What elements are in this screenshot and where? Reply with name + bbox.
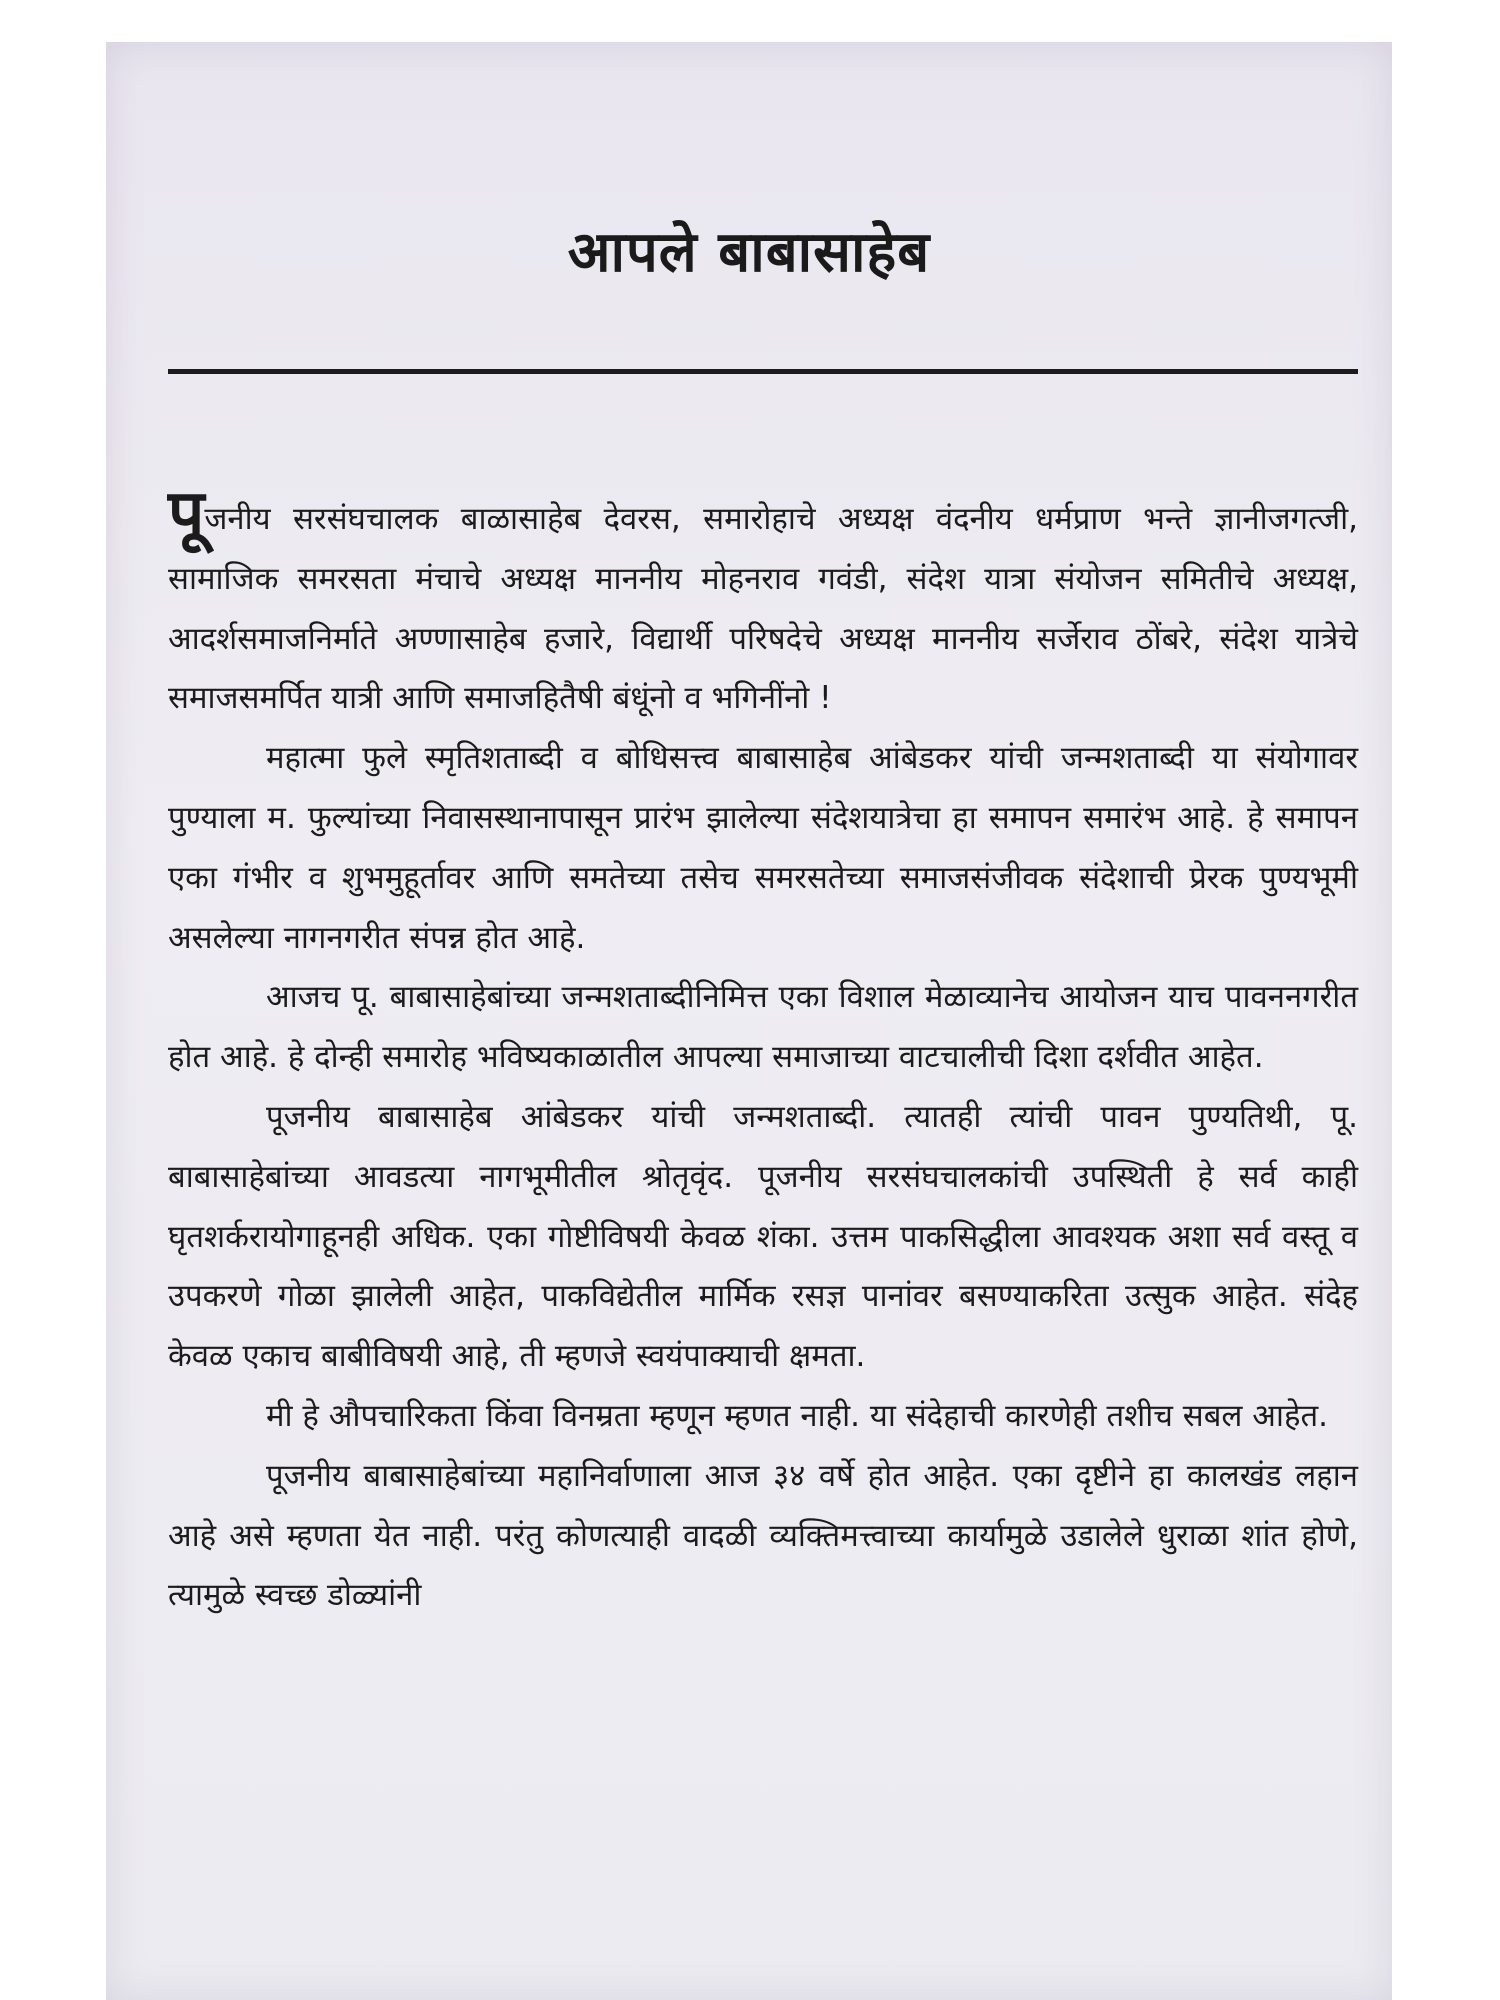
- paragraph-2: महात्मा फुले स्मृतिशताब्दी व बोधिसत्त्व बाबासाहेब आंबेडकर यांची जन्मशताब्दी या संयोगावर पुण्याला म. फुल्यांच्या निवासस्थानापासून प्रारंभ झालेल्या संदेशयात्रेचा हा समापन समारंभ आहे. हे समापन एका गंभीर व शुभमुहूर्तावर आणि समतेच्या तसेच समरसतेच्या समाजसंजीवक संदेशाची प्रेरक पुण्यभूमी असलेल्या नागनगरीत संपन्न होत आहे.: [168, 740, 1358, 956]
- paragraph-text: जनीय सरसंघचालक बाळासाहेब देवरस, समारोहाचे अध्यक्ष वंदनीय धर्मप्राण भन्ते ज्ञानीजगत्जी, सामाजिक समरसता मंचाचे अध्यक्ष माननीय मोहनराव गवंडी, संदेश यात्रा संयोजन समितीचे अध्यक्ष, आदर्शसमाजनिर्माते अण्णासाहेब हजारे, विद्यार्थी परिषदेचे अध्यक्ष माननीय सर्जेराव ठोंबरे, संदेश यात्रेचे समाजसमर्पित यात्री आणि समाजहितैषी बंधूंनो व भगिनींनो !: [168, 501, 1358, 717]
- paragraph-4: पूजनीय बाबासाहेब आंबेडकर यांची जन्मशताब्दी. त्यातही त्यांची पावन पुण्यतिथी, पू. बाबासाहेबांच्या आवडत्या नागभूमीतील श्रोतृवृंद. पूजनीय सरसंघचालकांची उपस्थिती हे सर्व काही घृतशर्करायोगाहूनही अधिक. एका गोष्टीविषयी केवळ शंका. उत्तम पाकसिद्धीला आवश्यक अशा सर्व वस्तू व उपकरणे गोळा झालेली आहेत, पाकविद्येतील मार्मिक रसज्ञ पानांवर बसण्याकरिता उत्सुक आहेत. संदेह केवळ एकाच बाबीविषयी आहे, ती म्हणजे स्वयंपाक्याची क्षमता.: [168, 1098, 1358, 1375]
- paragraph-6: पूजनीय बाबासाहेबांच्या महानिर्वाणाला आज ३४ वर्षे होत आहेत. एका दृष्टीने हा कालखंड लहान आहे असे म्हणता येत नाही. परंतु कोणत्याही वादळी व्यक्तिमत्त्वाच्या कार्यामुळे उडालेले धुराळा शांत होणे, त्यामुळे स्वच्छ डोळ्यांनी: [168, 1457, 1358, 1614]
- paragraph-3: आजच पू. बाबासाहेबांच्या जन्मशताब्दीनिमित्त एका विशाल मेळाव्यानेच आयोजन याच पावननगरीत होत आहे. हे दोन्ही समारोह भविष्यकाळातील आपल्या समाजाच्या वाटचालीची दिशा दर्शवीत आहेत.: [168, 979, 1358, 1076]
- paragraph-1: [168, 477, 1358, 729]
- chapter-title: आपले बाबासाहेब: [567, 220, 931, 285]
- book-page: [106, 42, 1392, 2000]
- title-underline: [168, 369, 1358, 374]
- paragraph-5: मी हे औपचारिकता किंवा विनम्रता म्हणून म्हणत नाही. या संदेहाची कारणेही तशीच सबल आहेत.: [266, 1397, 1328, 1434]
- drop-cap: पू: [168, 477, 205, 551]
- body-text: [168, 477, 1358, 1626]
